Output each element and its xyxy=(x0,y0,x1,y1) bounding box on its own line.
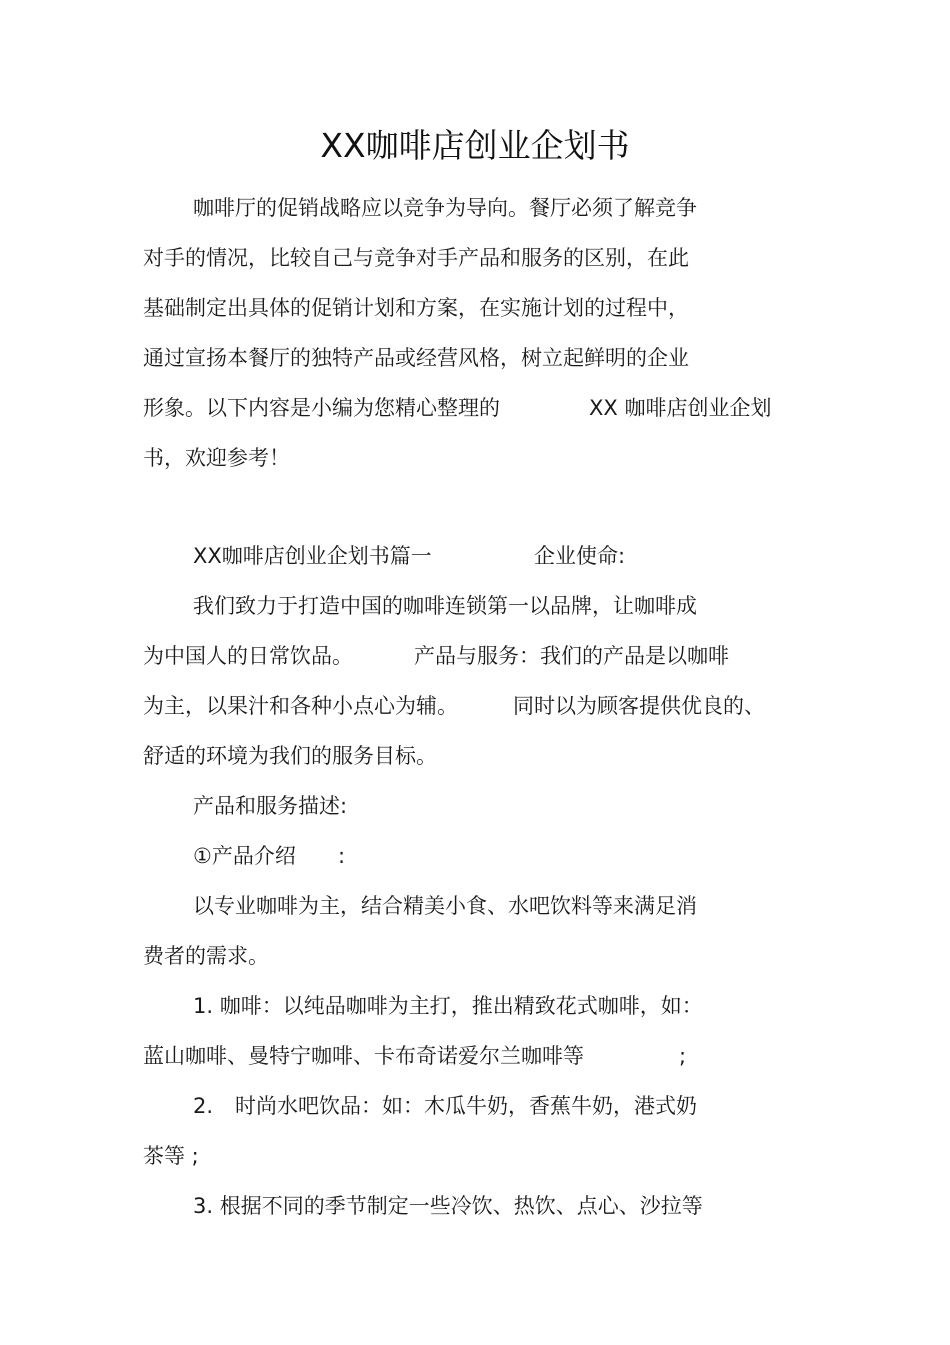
section-heading: XX咖啡店创业企划书篇一 xyxy=(193,544,432,568)
list-item-line: 时尚水吧饮品：如：木瓜牛奶，香蕉牛奶，港式奶 xyxy=(235,1094,697,1118)
paragraph-line: ①产品介绍 xyxy=(193,844,296,868)
list-item-line: 1. 咖啡：以纯品咖啡为主打，推出精致花式咖啡，如： xyxy=(193,994,703,1018)
paragraph-line: 费者的需求。 xyxy=(143,944,269,968)
paragraph-line: 为中国人的日常饮品。 xyxy=(143,644,353,668)
section-subheading: 企业使命: xyxy=(534,544,626,568)
paragraph-line-continuation: 产品与服务：我们的产品是以咖啡 xyxy=(414,644,729,668)
paragraph-line: 为主，以果汁和各种小点心为辅。 xyxy=(143,694,458,718)
list-item-line: 蓝山咖啡、曼特宁咖啡、卡布奇诺爱尔兰咖啡等 xyxy=(143,1044,584,1068)
paragraph-line-continuation: 同时以为顾客提供优良的、 xyxy=(513,694,765,718)
document-title: XX咖啡店创业企划书 xyxy=(320,126,630,165)
paragraph-line: 舒适的环境为我们的服务目标。 xyxy=(143,744,437,768)
list-item-line-continuation: ; xyxy=(679,1044,687,1068)
paragraph-line: 书，欢迎参考！ xyxy=(143,446,290,470)
paragraph-line: 产品和服务描述: xyxy=(193,794,348,818)
paragraph-line: 形象。以下内容是小编为您精心整理的 xyxy=(143,396,500,420)
paragraph-line: 以专业咖啡为主，结合精美小食、水吧饮料等来满足消 xyxy=(193,894,697,918)
paragraph-line-continuation: XX 咖啡店创业企划 xyxy=(589,396,772,420)
paragraph-line: 我们致力于打造中国的咖啡连锁第一以品牌，让咖啡成 xyxy=(193,594,697,618)
paragraph-line-continuation: : xyxy=(338,844,346,868)
list-item-number: 2. xyxy=(193,1094,214,1118)
paragraph-line: 咖啡厅的促销战略应以竞争为导向。餐厅必须了解竞争 xyxy=(193,196,697,220)
paragraph-line: 基础制定出具体的促销计划和方案，在实施计划的过程中， xyxy=(143,296,689,320)
paragraph-line: 对手的情况，比较自己与竞争对手产品和服务的区别，在此 xyxy=(143,246,689,270)
paragraph-line: 通过宣扬本餐厅的独特产品或经营风格，树立起鲜明的企业 xyxy=(143,346,689,370)
list-item-line: 3. 根据不同的季节制定一些冷饮、热饮、点心、沙拉等 xyxy=(193,1194,703,1218)
list-item-line: 茶等 ; xyxy=(143,1144,199,1168)
